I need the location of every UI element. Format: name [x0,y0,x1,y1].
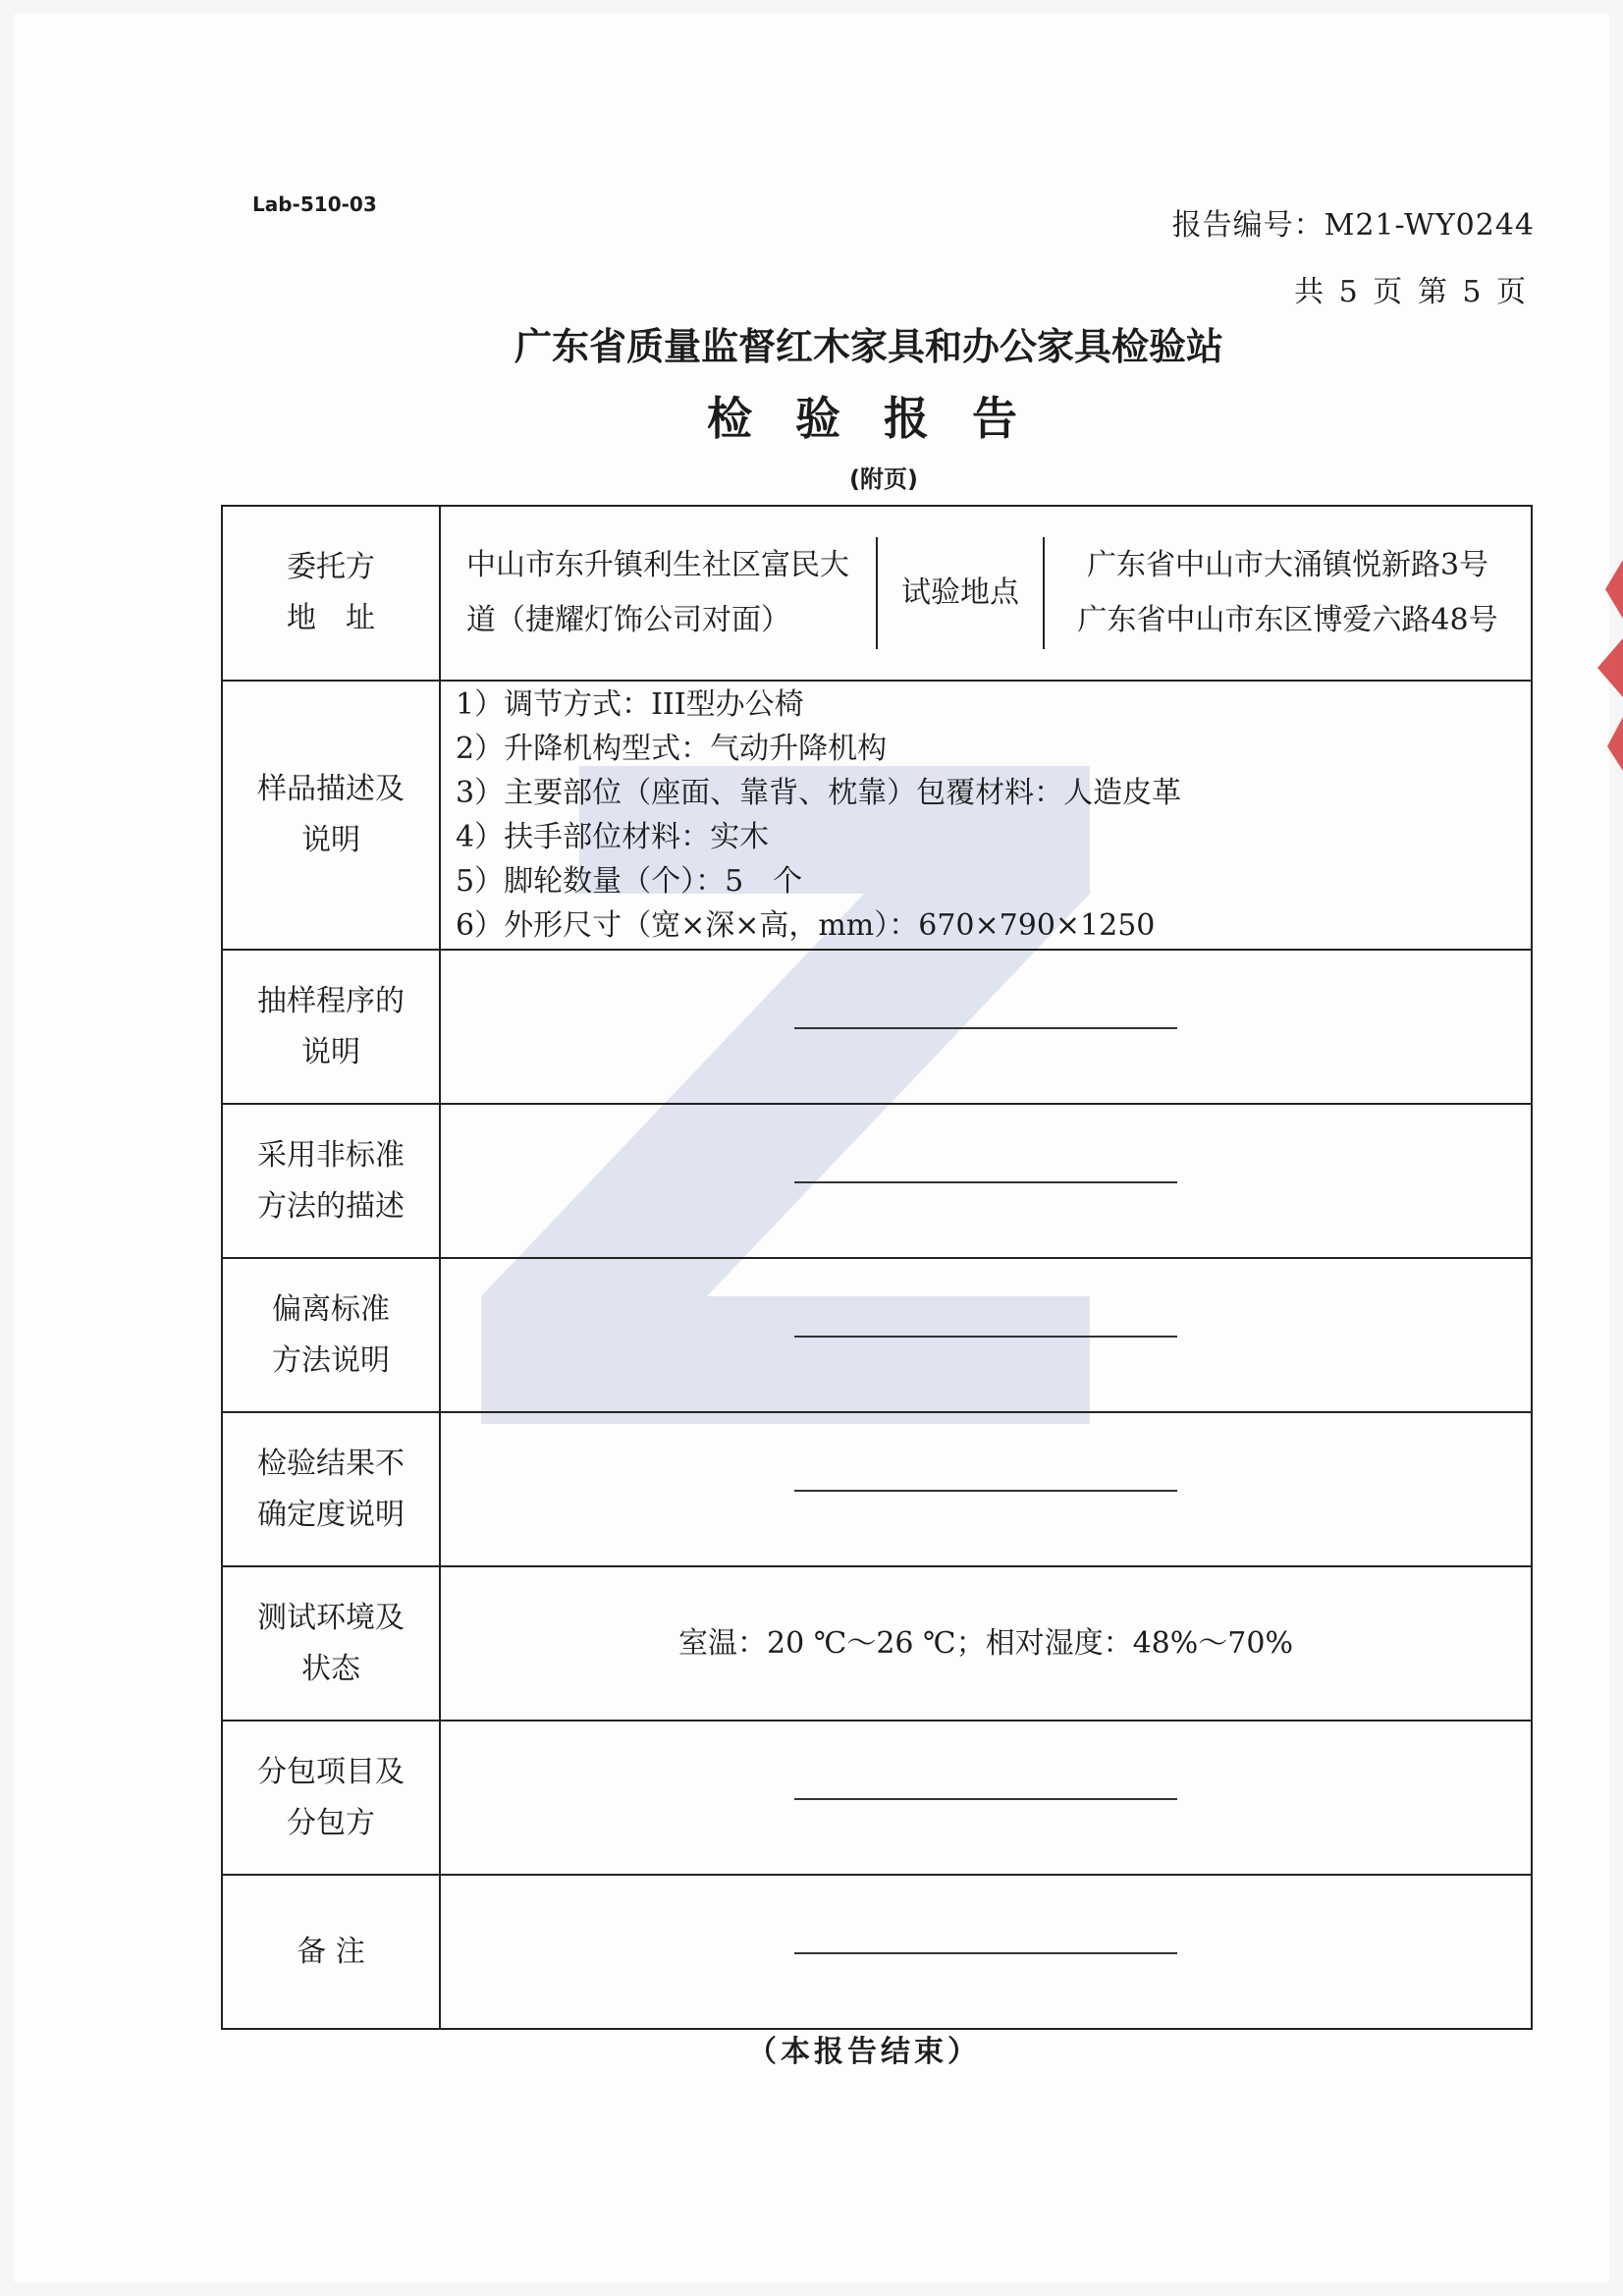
sample-item: 4）扶手部位材料：实木 [456,820,770,854]
sample-item: 5）脚轮数量（个）：5 个 [456,864,803,899]
remarks-label: 备 注 [222,1875,440,2029]
appendix-label: (附页) [849,465,918,493]
environment-value: 室温：20 ℃～26 ℃；相对湿度：48%～70% [440,1566,1532,1721]
table-row-sample [222,681,1532,950]
station-name: 广东省质量监督红木家具和办公家具检验站 [514,325,1223,368]
report-number: 报告编号：M21-WY0244 [1171,208,1535,243]
end-note: （本报告结束） [747,2035,981,2069]
table-row-client [222,506,1532,681]
subcontract-label: 分包项目及 分包方 [222,1721,440,1875]
sample-label: 样品描述及 说明 [222,681,440,950]
sample-item: 2）升降机构型式：气动升降机构 [456,732,888,766]
report-title: 检验报告 [707,392,1060,445]
table-row-sampling [222,950,1532,1104]
deviation-label: 偏离标准 方法说明 [222,1258,440,1412]
red-stamp-edge [1588,550,1623,776]
sampling-label: 抽样程序的 说明 [222,950,440,1104]
test-site-label: 试验地点 [877,537,1044,649]
client-address-label: 委托方 地 址 [222,506,440,681]
test-site-value: 广东省中山市大涌镇悦新路3号 广东省中山市东区博爱六路48号 [1077,548,1498,637]
page-count: 共 5 页 第 5 页 [1294,275,1529,309]
sample-item: 1）调节方式：III型办公椅 [456,687,804,722]
report-table [221,505,1533,2030]
lab-code: Lab-510-03 [252,192,377,216]
uncertainty-label: 检验结果不 确定度说明 [222,1412,440,1566]
sample-items [440,681,1532,950]
sample-item: 6）外形尺寸（宽×深×高，mm）：670×790×1250 [456,908,1156,943]
empty-dash [794,1027,1177,1029]
table-row-subcontract [222,1721,1532,1875]
table-row-remarks [222,1875,1532,2029]
nonstandard-label: 采用非标准 方法的描述 [222,1104,440,1258]
empty-dash [794,1490,1177,1492]
empty-dash [794,1952,1177,1954]
sample-item: 3）主要部位（座面、靠背、枕靠）包覆材料：人造皮革 [456,776,1182,810]
table-row-uncertainty [222,1412,1532,1566]
table-row-deviation [222,1258,1532,1412]
empty-dash [794,1181,1177,1183]
empty-dash [794,1336,1177,1338]
client-address-value: 中山市东升镇利生社区富民大道（捷耀灯饰公司对面） [466,548,849,637]
table-row-nonstandard [222,1104,1532,1258]
empty-dash [794,1798,1177,1800]
table-row-environment [222,1566,1532,1721]
environment-label: 测试环境及 状态 [222,1566,440,1721]
